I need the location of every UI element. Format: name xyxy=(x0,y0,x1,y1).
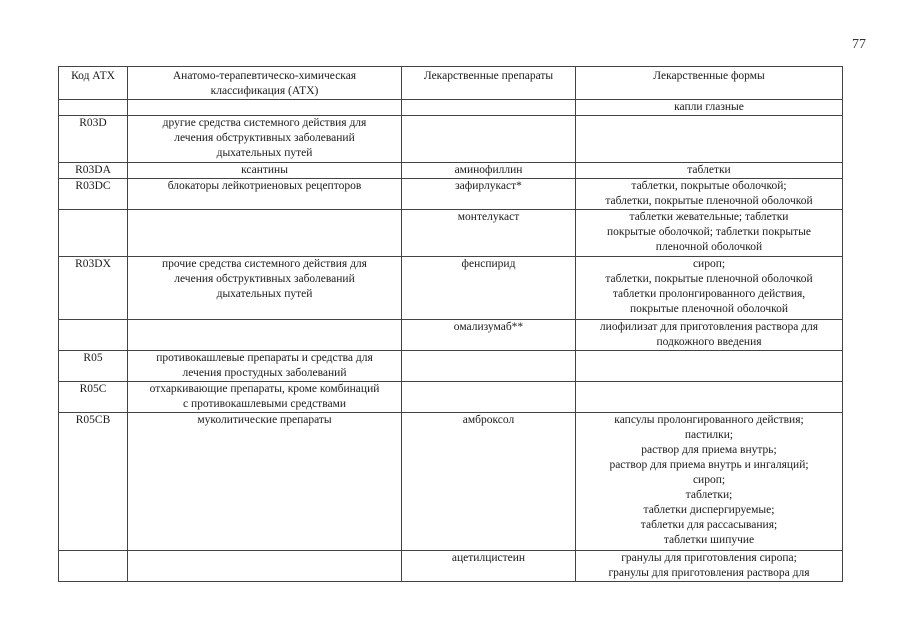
classification-cell xyxy=(128,320,402,351)
drug-cell: ацетилцистеин xyxy=(402,551,576,582)
header-atx-classification: Анатомо-терапевтическо-химическая классификация (АТХ) xyxy=(128,67,402,100)
atx-code-cell xyxy=(59,100,128,116)
header-drugs: Лекарственные препараты xyxy=(402,67,576,100)
dosage-forms-cell: капли глазные xyxy=(576,100,843,116)
dosage-forms-cell: гранулы для приготовления сиропа; гранулы для приготовления раствора для xyxy=(576,551,843,582)
classification-cell xyxy=(128,551,402,582)
dosage-forms-cell: капсулы пролонгированного действия; пастилки; раствор для приема внутрь; раствор для приема внутрь и ингаляций; сироп; таблетки; таблетки диспергируемые; таблетки для рассасывания; таблетки шипучие xyxy=(576,413,843,551)
atx-code-cell: R05C xyxy=(59,382,128,413)
table-row xyxy=(59,320,843,351)
atx-code-cell: R05 xyxy=(59,351,128,382)
atx-code-cell: R03DA xyxy=(59,163,128,179)
dosage-forms-cell: сироп; таблетки, покрытые пленочной оболочкой таблетки пролонгированного действия, покрытые пленочной оболочкой xyxy=(576,257,843,320)
drug-cell: монтелукаст xyxy=(402,210,576,257)
header-atx-code: Код АТХ xyxy=(59,67,128,100)
classification-cell: прочие средства системного действия для лечения обструктивных заболеваний дыхательных путей xyxy=(128,257,402,320)
atx-code-cell: R05CB xyxy=(59,413,128,551)
atx-code-cell xyxy=(59,210,128,257)
classification-cell: противокашлевые препараты и средства для лечения простудных заболеваний xyxy=(128,351,402,382)
classification-cell: блокаторы лейкотриеновых рецепторов xyxy=(128,179,402,210)
atx-code-cell: R03D xyxy=(59,116,128,163)
table-row xyxy=(59,116,843,163)
dosage-forms-cell: таблетки жевательные; таблетки покрытые оболочкой; таблетки покрытые пленочной оболочкой xyxy=(576,210,843,257)
table-row xyxy=(59,413,843,551)
atx-code-cell xyxy=(59,551,128,582)
dosage-forms-cell xyxy=(576,382,843,413)
table-header-row xyxy=(59,67,843,100)
classification-cell: отхаркивающие препараты, кроме комбинаций с противокашлевыми средствами xyxy=(128,382,402,413)
classification-cell: ксантины xyxy=(128,163,402,179)
drug-cell xyxy=(402,382,576,413)
drug-cell: омализумаб** xyxy=(402,320,576,351)
table-row xyxy=(59,100,843,116)
table-row xyxy=(59,382,843,413)
classification-cell xyxy=(128,210,402,257)
drug-cell xyxy=(402,116,576,163)
page-number: 77 xyxy=(852,37,866,52)
drug-cell xyxy=(402,100,576,116)
classification-cell: другие средства системного действия для лечения обструктивных заболеваний дыхательных путей xyxy=(128,116,402,163)
dosage-forms-cell xyxy=(576,116,843,163)
table-row xyxy=(59,351,843,382)
header-dosage-forms: Лекарственные формы xyxy=(576,67,843,100)
drug-cell: аминофиллин xyxy=(402,163,576,179)
table-body xyxy=(59,100,843,582)
dosage-forms-cell: таблетки, покрытые оболочкой; таблетки, покрытые пленочной оболочкой xyxy=(576,179,843,210)
table-row xyxy=(59,163,843,179)
dosage-forms-cell xyxy=(576,351,843,382)
atx-code-cell xyxy=(59,320,128,351)
drug-cell: фенспирид xyxy=(402,257,576,320)
table-row xyxy=(59,257,843,320)
classification-cell: муколитические препараты xyxy=(128,413,402,551)
table-row xyxy=(59,551,843,582)
atx-code-cell: R03DX xyxy=(59,257,128,320)
dosage-forms-cell: таблетки xyxy=(576,163,843,179)
atx-classification-table xyxy=(58,66,843,582)
dosage-forms-cell: лиофилизат для приготовления раствора для подкожного введения xyxy=(576,320,843,351)
atx-code-cell: R03DC xyxy=(59,179,128,210)
table-row xyxy=(59,179,843,210)
table-row xyxy=(59,210,843,257)
drug-cell: зафирлукаст* xyxy=(402,179,576,210)
drug-cell xyxy=(402,351,576,382)
classification-cell xyxy=(128,100,402,116)
drug-cell: амброксол xyxy=(402,413,576,551)
